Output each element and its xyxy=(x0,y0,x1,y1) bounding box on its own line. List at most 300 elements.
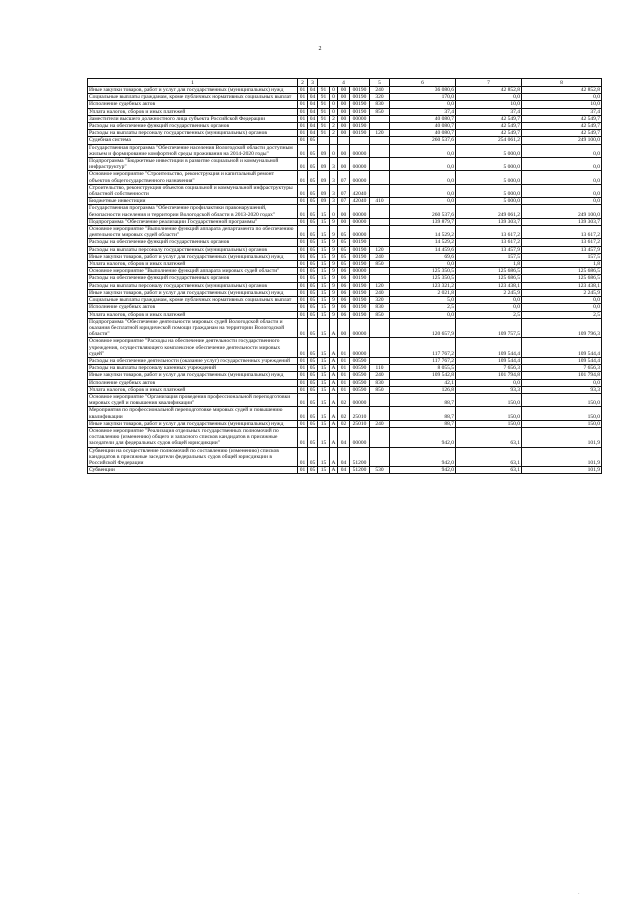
code-cell: 3 xyxy=(330,184,338,197)
code-cell: 0 xyxy=(330,101,338,108)
amount-cell: 13 457,9 xyxy=(456,246,522,253)
row-name-cell: Иные закупки товаров, работ и услуг для государственных (муниципальных) нужд xyxy=(88,289,298,296)
table-row xyxy=(88,338,602,358)
row-name-cell: Иные закупки товаров, работ и услуг для государственных (муниципальных) нужд xyxy=(88,253,298,260)
page-number: 2 xyxy=(318,46,322,52)
code-cell: 00 xyxy=(338,123,350,130)
code-cell: 05 xyxy=(338,253,350,260)
amount-cell: 42 852,8 xyxy=(522,87,602,94)
code-cell: 00 xyxy=(338,94,350,101)
code-cell: 410 xyxy=(370,198,390,205)
code-cell: 01 xyxy=(298,297,308,304)
amount-cell: 0,0 xyxy=(390,158,456,171)
code-cell: А xyxy=(330,379,338,386)
code-cell: 05 xyxy=(308,304,318,311)
row-name-cell: Основное мероприятие "Строительство, реконструкция и капитальный ремонт объектов общегосударственного назначения" xyxy=(88,171,298,184)
code-cell: 01 xyxy=(298,282,308,289)
code-cell: 06 xyxy=(338,297,350,304)
code-cell: 830 xyxy=(370,101,390,108)
code-cell: 120 xyxy=(370,246,390,253)
code-cell: 320 xyxy=(370,94,390,101)
code-cell: 07 xyxy=(338,184,350,197)
amount-cell: 42 549,7 xyxy=(522,115,602,122)
code-cell: 15 xyxy=(318,318,330,338)
code-cell: 00 xyxy=(338,101,350,108)
code-cell: 00190 xyxy=(350,289,370,296)
table-row xyxy=(88,318,602,338)
amount-cell: 117 767,2 xyxy=(390,357,456,364)
code-cell: 06 xyxy=(338,268,350,275)
code-cell: 01 xyxy=(298,108,308,115)
code-cell: 15 xyxy=(318,282,330,289)
table-row xyxy=(88,393,602,406)
code-cell: 05 xyxy=(308,275,318,282)
code-cell: 9 xyxy=(330,246,338,253)
code-cell: А xyxy=(330,338,338,358)
code-cell: 01 xyxy=(298,372,308,379)
code-cell: 91 xyxy=(318,94,330,101)
code-cell: 05 xyxy=(308,311,318,318)
budget-table xyxy=(87,78,602,474)
code-cell: 850 xyxy=(370,386,390,393)
code-cell: 09 xyxy=(318,198,330,205)
code-cell: 9 xyxy=(330,297,338,304)
code-cell: 15 xyxy=(318,338,330,358)
amount-cell: 125 350,5 xyxy=(390,275,456,282)
amount-cell: 13 617,2 xyxy=(456,226,522,239)
amount-cell: 1,8 xyxy=(522,261,602,268)
code-cell: 15 xyxy=(318,289,330,296)
amount-cell: 125 686,5 xyxy=(456,275,522,282)
amount-cell: 101,9 xyxy=(522,427,602,447)
code-cell: 09 xyxy=(318,144,330,157)
amount-cell: 0,0 xyxy=(456,297,522,304)
row-name-cell: Иные закупки товаров, работ и услуг для государственных (муниципальных) нужд xyxy=(88,420,298,427)
code-cell: 01 xyxy=(298,467,308,474)
amount-cell: 2,5 xyxy=(522,311,602,318)
row-name-cell: Расходы на обеспечение функций государственных органов xyxy=(88,123,298,130)
code-cell: 04 xyxy=(338,467,350,474)
code-cell: 9 xyxy=(330,289,338,296)
table-row xyxy=(88,115,602,122)
code-cell: 04 xyxy=(308,123,318,130)
code-cell: 15 xyxy=(318,386,330,393)
table-row xyxy=(88,447,602,467)
code-cell xyxy=(370,393,390,406)
code-cell: 01 xyxy=(298,253,308,260)
amount-cell: 42 549,7 xyxy=(522,130,602,137)
code-cell: 15 xyxy=(318,379,330,386)
table-row xyxy=(88,261,602,268)
code-cell: 01 xyxy=(298,171,308,184)
amount-cell: 0,0 xyxy=(456,304,522,311)
amount-cell: 0,0 xyxy=(522,158,602,171)
code-cell xyxy=(370,357,390,364)
code-cell: А xyxy=(330,365,338,372)
amount-cell: 0,0 xyxy=(456,94,522,101)
code-cell: 01 xyxy=(298,357,308,364)
code-cell: 15 xyxy=(318,297,330,304)
table-row xyxy=(88,365,602,372)
amount-cell: 0,0 xyxy=(390,198,456,205)
code-cell: 05 xyxy=(308,205,318,218)
code-cell xyxy=(370,318,390,338)
amount-cell: 942,0 xyxy=(390,447,456,467)
code-cell: 9 xyxy=(330,261,338,268)
table-row xyxy=(88,253,602,260)
code-cell: 05 xyxy=(308,447,318,467)
amount-cell: 5 000,0 xyxy=(456,171,522,184)
code-cell: 9 xyxy=(330,226,338,239)
code-cell: 01 xyxy=(298,226,308,239)
code-cell: 240 xyxy=(370,372,390,379)
code-cell: 91 xyxy=(318,108,330,115)
code-cell: 240 xyxy=(370,253,390,260)
code-cell: 9 xyxy=(330,268,338,275)
code-cell: 02 xyxy=(338,407,350,420)
code-cell: 04 xyxy=(308,87,318,94)
code-cell xyxy=(370,239,390,246)
code-cell: 2 xyxy=(330,130,338,137)
code-cell: 09 xyxy=(318,158,330,171)
code-cell: 05 xyxy=(308,393,318,406)
row-name-cell: Основное мероприятие "Выполнение функций аппарата департамента по обеспечению деятельности мировых судей области" xyxy=(88,226,298,239)
code-cell: 00 xyxy=(338,108,350,115)
code-cell: 2 xyxy=(330,115,338,122)
code-cell: 3 xyxy=(330,198,338,205)
amount-cell: 109 796,3 xyxy=(522,318,602,338)
table-row xyxy=(88,87,602,94)
code-cell: 01 xyxy=(298,311,308,318)
code-cell: 05 xyxy=(308,184,318,197)
code-cell xyxy=(370,338,390,358)
amount-cell: 7 656,3 xyxy=(456,365,522,372)
amount-cell: 0,0 xyxy=(390,184,456,197)
code-cell: А xyxy=(330,447,338,467)
code-cell: 0 xyxy=(330,205,338,218)
code-cell: 00190 xyxy=(350,297,370,304)
code-cell: 00 xyxy=(338,144,350,157)
code-cell: 05 xyxy=(308,338,318,358)
amount-cell: 125 686,5 xyxy=(522,275,602,282)
code-cell: 00000 xyxy=(350,427,370,447)
code-cell: 15 xyxy=(318,447,330,467)
table-row xyxy=(88,289,602,296)
code-cell: 00000 xyxy=(350,226,370,239)
code-cell: 00000 xyxy=(350,205,370,218)
table-row xyxy=(88,311,602,318)
amount-cell: 88,7 xyxy=(390,393,456,406)
code-cell: 00190 xyxy=(350,101,370,108)
amount-cell: 0,0 xyxy=(522,379,602,386)
code-cell: 04 xyxy=(308,130,318,137)
row-name-cell: Расходы на выплаты персоналу казенных учреждений xyxy=(88,365,298,372)
code-cell: 06 xyxy=(338,311,350,318)
code-cell: 15 xyxy=(318,226,330,239)
code-cell: 00 xyxy=(338,205,350,218)
code-cell: 05 xyxy=(308,407,318,420)
amount-cell: 88,7 xyxy=(390,420,456,427)
code-cell: 00190 xyxy=(350,123,370,130)
code-cell: 51200 xyxy=(350,447,370,467)
amount-cell: 63,1 xyxy=(456,447,522,467)
code-cell: А xyxy=(330,357,338,364)
row-name-cell: Социальные выплаты гражданам, кроме публичных нормативных социальных выплат xyxy=(88,297,298,304)
code-cell xyxy=(370,275,390,282)
code-cell: 01 xyxy=(298,115,308,122)
code-cell: 04 xyxy=(308,115,318,122)
code-cell: 05 xyxy=(308,379,318,386)
code-cell: 01 xyxy=(298,94,308,101)
code-cell: 00190 xyxy=(350,261,370,268)
amount-cell: 101,9 xyxy=(522,467,602,474)
code-cell: 15 xyxy=(318,205,330,218)
code-cell: 01 xyxy=(298,407,308,420)
code-cell: 00000 xyxy=(350,393,370,406)
amount-cell: 0,0 xyxy=(522,171,602,184)
code-cell: 110 xyxy=(370,365,390,372)
row-name-cell: Расходы на обеспечение функций государственных органов xyxy=(88,239,298,246)
table-row xyxy=(88,218,602,225)
table-row xyxy=(88,357,602,364)
code-cell: 05 xyxy=(308,226,318,239)
amount-cell: 13 457,9 xyxy=(522,246,602,253)
amount-cell: 93,3 xyxy=(522,386,602,393)
code-cell: 15 xyxy=(318,372,330,379)
amount-cell: 0,0 xyxy=(390,171,456,184)
code-cell: 320 xyxy=(370,297,390,304)
code-cell: 00000 xyxy=(350,158,370,171)
amount-cell: 170,0 xyxy=(390,94,456,101)
code-cell: 120 xyxy=(370,130,390,137)
amount-cell: 2 245,9 xyxy=(456,289,522,296)
table-row xyxy=(88,184,602,197)
amount-cell: 150,0 xyxy=(456,407,522,420)
code-cell: 00590 xyxy=(350,372,370,379)
code-cell: 15 xyxy=(318,357,330,364)
code-cell: 25010 xyxy=(350,407,370,420)
code-cell: А xyxy=(330,372,338,379)
code-cell: 15 xyxy=(318,268,330,275)
code-cell: 91 xyxy=(318,123,330,130)
code-cell: 01 xyxy=(298,198,308,205)
row-name-cell: Исполнение судебных актов xyxy=(88,379,298,386)
amount-cell: 42 852,8 xyxy=(456,87,522,94)
code-cell: 04 xyxy=(308,94,318,101)
code-cell: 00190 xyxy=(350,246,370,253)
row-name-cell: Заместители высшего должностного лица субъекта Российской Федерации xyxy=(88,115,298,122)
code-cell: 91 xyxy=(318,115,330,122)
code-cell: 15 xyxy=(318,365,330,372)
row-name-cell: Основное мероприятие "Реализация отдельных государственных полномочий по составлению (изменению) общего и запасного списков кандидатов в присяжные заседатели для федеральных судов общей юрисдикции" xyxy=(88,427,298,447)
code-cell: 05 xyxy=(308,318,318,338)
amount-cell: 150,0 xyxy=(522,407,602,420)
amount-cell: 249 100,0 xyxy=(522,137,602,144)
code-cell: 04 xyxy=(338,427,350,447)
code-cell: А xyxy=(330,386,338,393)
amount-cell: 69,6 xyxy=(390,253,456,260)
code-cell xyxy=(318,137,330,144)
amount-cell: 109 542,8 xyxy=(390,372,456,379)
code-cell: 05 xyxy=(338,239,350,246)
code-cell: 05 xyxy=(308,144,318,157)
row-name-cell: Расходы на выплаты персоналу государственных (муниципальных) органов xyxy=(88,246,298,253)
code-cell: 01 xyxy=(298,144,308,157)
amount-cell: 157,5 xyxy=(456,253,522,260)
amount-cell: 1,8 xyxy=(456,261,522,268)
code-cell: 05 xyxy=(308,365,318,372)
table-row xyxy=(88,94,602,101)
code-cell: 01 xyxy=(298,338,308,358)
amount-cell: 14 459,6 xyxy=(390,246,456,253)
table-row xyxy=(88,420,602,427)
row-name-cell: Государственная программа "Обеспечение профилактики правонарушений, безопасности населения и территории Вологодской области в 2013-2020 годах" xyxy=(88,205,298,218)
amount-cell: 2,5 xyxy=(390,304,456,311)
code-cell: 05 xyxy=(308,261,318,268)
code-cell: 00000 xyxy=(350,144,370,157)
code-cell: 91 xyxy=(318,101,330,108)
code-cell: 04 xyxy=(308,108,318,115)
table-row xyxy=(88,386,602,393)
amount-cell: 0,0 xyxy=(390,144,456,157)
table-row xyxy=(88,407,602,420)
code-cell: 9 xyxy=(330,304,338,311)
code-cell: 25010 xyxy=(350,420,370,427)
code-cell: 00190 xyxy=(350,304,370,311)
code-cell: 00 xyxy=(338,87,350,94)
table-row xyxy=(88,198,602,205)
code-cell: 00590 xyxy=(350,386,370,393)
code-cell: 15 xyxy=(318,407,330,420)
amount-cell: 40 080,7 xyxy=(390,130,456,137)
code-cell: 15 xyxy=(318,393,330,406)
amount-cell: 2 021,8 xyxy=(390,289,456,296)
table-row xyxy=(88,282,602,289)
table-row xyxy=(88,239,602,246)
code-cell: 05 xyxy=(308,386,318,393)
amount-cell: 150,0 xyxy=(456,420,522,427)
code-cell xyxy=(370,268,390,275)
code-cell: 2 xyxy=(330,123,338,130)
amount-cell: 150,0 xyxy=(522,420,602,427)
amount-cell: 123 438,1 xyxy=(456,282,522,289)
code-cell: 00190 xyxy=(350,87,370,94)
amount-cell: 14 529,2 xyxy=(390,239,456,246)
table-row xyxy=(88,226,602,239)
code-cell: 01 xyxy=(298,289,308,296)
code-cell: 00190 xyxy=(350,282,370,289)
code-cell: 830 xyxy=(370,304,390,311)
code-cell: 120 xyxy=(370,282,390,289)
code-cell: 0 xyxy=(330,144,338,157)
code-cell xyxy=(370,115,390,122)
row-name-cell: Подпрограмма "Бюджетные инвестиции в развитие социальной и коммунальной инфраструктур" xyxy=(88,158,298,171)
amount-cell: 0,0 xyxy=(456,379,522,386)
code-cell: 01 xyxy=(298,304,308,311)
amount-cell: 249 100,0 xyxy=(522,205,602,218)
amount-cell: 88,7 xyxy=(390,407,456,420)
code-cell: 00190 xyxy=(350,275,370,282)
code-cell: 07 xyxy=(338,198,350,205)
amount-cell: 101 794,8 xyxy=(522,372,602,379)
amount-cell: 7 656,3 xyxy=(522,365,602,372)
code-cell: 05 xyxy=(308,372,318,379)
amount-cell: 10,0 xyxy=(456,101,522,108)
code-cell: 06 xyxy=(338,289,350,296)
code-cell: 3 xyxy=(330,171,338,184)
row-name-cell: Уплата налогов, сборов и иных платежей xyxy=(88,261,298,268)
code-cell: 3 xyxy=(330,158,338,171)
amount-cell: 2 245,9 xyxy=(522,289,602,296)
code-cell: 00 xyxy=(338,130,350,137)
code-cell: 01 xyxy=(298,218,308,225)
code-cell: 01 xyxy=(298,379,308,386)
table-row xyxy=(88,275,602,282)
row-name-cell: Иные закупки товаров, работ и услуг для государственных (муниципальных) нужд xyxy=(88,372,298,379)
amount-cell: 0,0 xyxy=(390,261,456,268)
amount-cell: 157,5 xyxy=(522,253,602,260)
code-cell: 01 xyxy=(298,87,308,94)
header-cell: 2 xyxy=(298,79,308,87)
code-cell: 05 xyxy=(308,171,318,184)
header-cell: 5 xyxy=(370,79,390,87)
code-cell: 42040 xyxy=(350,184,370,197)
amount-cell: 13 617,2 xyxy=(456,239,522,246)
code-cell xyxy=(370,137,390,144)
table-row xyxy=(88,137,602,144)
code-cell: 05 xyxy=(308,467,318,474)
row-name-cell: Строительство, реконструкция объектов социальной и коммунальной инфраструктуры областной собственности xyxy=(88,184,298,197)
amount-cell: 37,4 xyxy=(456,108,522,115)
amount-cell: 260 537,6 xyxy=(390,137,456,144)
code-cell: 01 xyxy=(298,386,308,393)
code-cell: 01 xyxy=(298,123,308,130)
header-cell: 1 xyxy=(88,79,298,87)
code-cell: 01 xyxy=(298,420,308,427)
code-cell: А xyxy=(330,420,338,427)
code-cell: 01 xyxy=(298,261,308,268)
code-cell: 01 xyxy=(298,205,308,218)
amount-cell: 139 303,7 xyxy=(456,218,522,225)
table-row xyxy=(88,304,602,311)
row-name-cell: Уплата налогов, сборов и иных платежей xyxy=(88,386,298,393)
amount-cell: 150,0 xyxy=(456,393,522,406)
code-cell: 01 xyxy=(298,365,308,372)
code-cell: 00000 xyxy=(350,268,370,275)
amount-cell: 0,0 xyxy=(390,101,456,108)
amount-cell: 42 549,7 xyxy=(522,123,602,130)
row-name-cell: Уплата налогов, сборов и иных платежей xyxy=(88,108,298,115)
code-cell xyxy=(370,205,390,218)
code-cell: 51200 xyxy=(350,467,370,474)
code-cell xyxy=(370,158,390,171)
table-row xyxy=(88,101,602,108)
amount-cell: 40 080,7 xyxy=(390,115,456,122)
code-cell: 05 xyxy=(308,282,318,289)
amount-cell: 13 617,2 xyxy=(522,239,602,246)
row-name-cell: Государственная программа "Обеспечение населения Вологодской области доступным жильем и формирование комфортной среды проживания на 2014-2020 годы" xyxy=(88,144,298,157)
code-cell: 01 xyxy=(338,372,350,379)
code-cell: 09 xyxy=(318,184,330,197)
table-row xyxy=(88,268,602,275)
code-cell: 240 xyxy=(370,420,390,427)
code-cell: 05 xyxy=(308,137,318,144)
header-cell: 3 xyxy=(308,79,318,87)
code-cell: 9 xyxy=(330,253,338,260)
amount-cell: 5,0 xyxy=(390,297,456,304)
amount-cell: 942,0 xyxy=(390,427,456,447)
code-cell: 91 xyxy=(318,130,330,137)
